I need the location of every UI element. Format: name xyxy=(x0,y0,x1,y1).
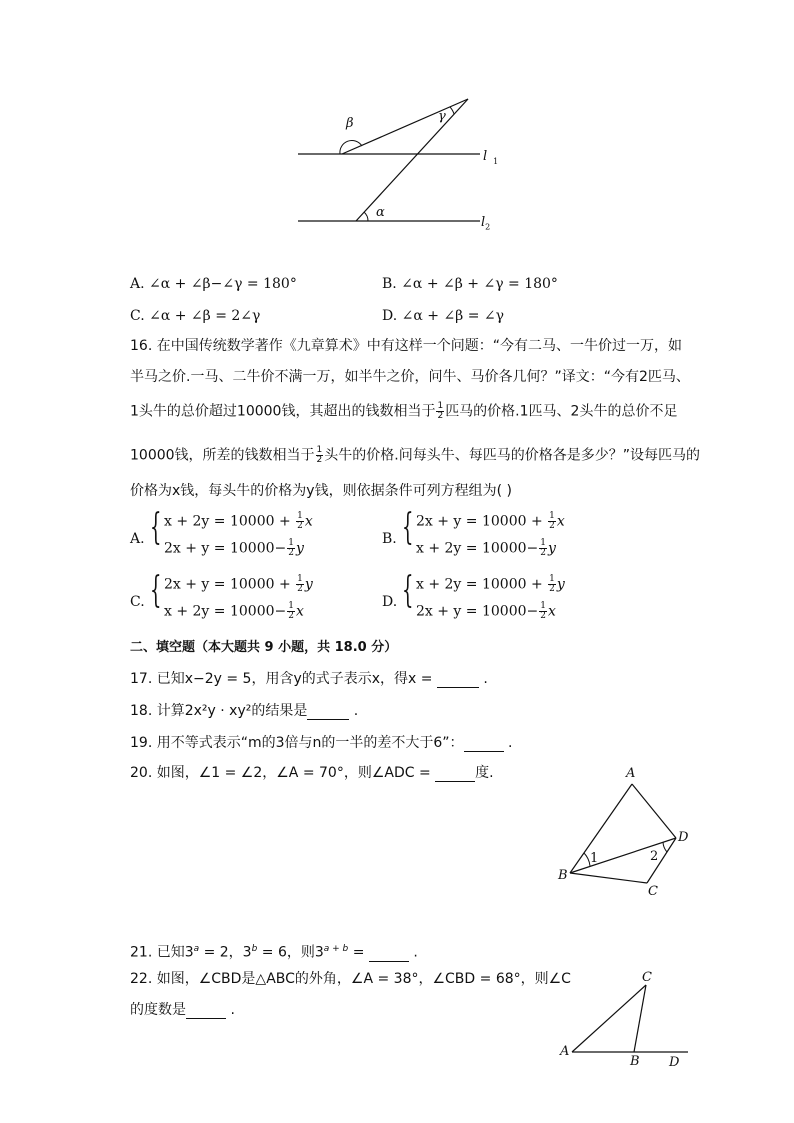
q16-option-c-system: { 2x + y = 10000 + $\frac{1}{2}$ y x + 2y = 10000− $\frac{1}{2}$ x xyxy=(150,570,313,621)
q15-option-d: D. ∠α + ∠β = ∠γ xyxy=(382,308,504,324)
question-20: 20. 如图，∠1 = ∠2，∠A = 70°，则∠ADC = 度. xyxy=(130,765,494,781)
q16-line-5: 价格为x钱，每头牛的价格为y钱，则依据条件可列方程组为( ) xyxy=(130,483,512,499)
figure-parallel-lines xyxy=(290,90,510,240)
question-21: 21. 已知$3^a = 2$，$3^b = 6$，则$3^{a + b}$ = . xyxy=(130,944,418,961)
transversal-upper xyxy=(342,99,468,154)
q16-line-2: 半马之价.一马、二牛价不满一万，如半牛之价，问牛、马价各几何？”译文：“今有2匹马、 xyxy=(130,369,690,385)
label-l2: $l_2$ xyxy=(481,215,491,232)
q15-option-c: C. ∠α + ∠β = 2∠γ xyxy=(130,308,261,324)
arc-alpha xyxy=(364,212,368,221)
label-D: D xyxy=(678,830,689,845)
answer-blank-18[interactable] xyxy=(307,705,349,720)
label-B: B xyxy=(630,1054,640,1069)
seg-AD xyxy=(632,784,676,838)
seg-AC xyxy=(572,985,646,1052)
question-22-line-2: 的度数是 . xyxy=(130,1002,235,1018)
q16-option-a-label: A. xyxy=(130,531,145,547)
question-19: 19. 用不等式表示“m的3倍与n的一半的差不大于6”： . xyxy=(130,735,513,751)
q16-line-3: 1头牛的总价超过10000钱，其超出的钱数相当于 $\frac{1}{2}$ 匹马的价格.1匹马、2头牛的总价不足 xyxy=(130,401,678,421)
label-beta: β xyxy=(346,116,354,131)
label-A: A xyxy=(560,1044,570,1059)
label-angle-1: 1 xyxy=(590,851,599,866)
label-gamma: γ xyxy=(438,109,446,124)
answer-blank-17[interactable] xyxy=(437,673,479,688)
label-D: D xyxy=(669,1055,680,1070)
q16-line-4: 10000钱，所差的钱数相当于 $\frac{1}{2}$ 头牛的价格.问每头牛、每匹马的价格各是多少？”设每匹马的 xyxy=(130,445,700,465)
q16-option-c-label: C. xyxy=(130,594,145,610)
question-18: 18. 计算2x²y · xy²的结果是 . xyxy=(130,703,359,719)
question-17: 17. 已知x−2y = 5，用含y的式子表示x，得x = . xyxy=(130,671,488,687)
q16-option-b-system: { 2x + y = 10000 + $\frac{1}{2}$ x x + 2y = 10000− $\frac{1}{2}$ y xyxy=(402,507,565,558)
answer-blank-20[interactable] xyxy=(435,767,475,782)
question-22-line-1: 22. 如图，∠CBD是△ABC的外角，∠A = 38°，∠CBD = 68°，则∠C xyxy=(130,971,571,987)
q16-option-a-system: { x + 2y = 10000 + $\frac{1}{2}$ x 2x + y = 10000− $\frac{1}{2}$ y xyxy=(150,507,313,558)
label-C: C xyxy=(642,970,652,985)
label-angle-2: 2 xyxy=(650,849,659,864)
label-C: C xyxy=(648,884,658,899)
arc-angle-2 xyxy=(663,842,667,852)
answer-blank-19[interactable] xyxy=(464,737,504,752)
q15-option-b: B. ∠α + ∠β + ∠γ = 180° xyxy=(382,276,558,292)
fraction-half: $\frac{1}{2}$ xyxy=(437,401,444,421)
label-alpha: α xyxy=(376,205,385,220)
label-B: B xyxy=(558,868,568,883)
q16-option-d-system: { x + 2y = 10000 + $\frac{1}{2}$ y 2x + y = 10000− $\frac{1}{2}$ x xyxy=(402,570,565,621)
seg-BC xyxy=(634,985,646,1052)
section-heading-fill-in: 二、填空题（本大题共 9 小题，共 18.0 分） xyxy=(130,640,398,655)
seg-BC xyxy=(570,873,647,883)
q16-line-1: 16. 在中国传统数学著作《九章算术》中有这样一个问题：“今有二马、一牛价过一万，如 xyxy=(130,338,682,354)
answer-blank-21[interactable] xyxy=(369,947,409,962)
fraction-half: $\frac{1}{2}$ xyxy=(316,445,323,465)
label-l1: l $_1$ xyxy=(483,149,499,166)
arc-gamma xyxy=(450,107,454,114)
answer-blank-22[interactable] xyxy=(186,1004,226,1019)
seg-AB xyxy=(570,784,632,873)
label-A: A xyxy=(626,766,636,781)
q16-option-d-label: D. xyxy=(382,594,398,610)
q15-option-a: A. ∠α + ∠β−∠γ = 180° xyxy=(130,276,297,292)
q16-option-b-label: B. xyxy=(382,531,397,547)
transversal-lower xyxy=(356,99,468,221)
